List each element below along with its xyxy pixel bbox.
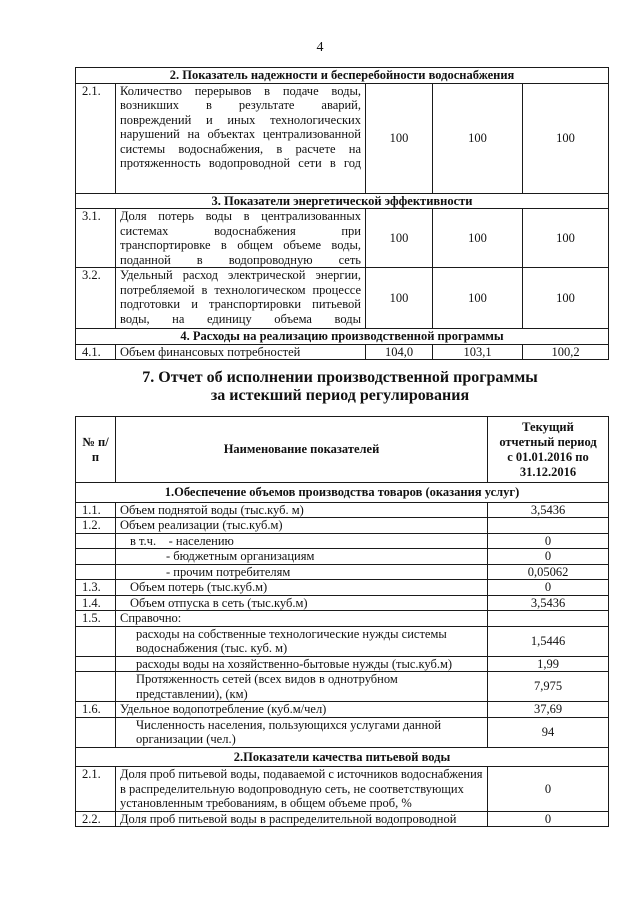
row-label: - прочим потребителям — [116, 564, 488, 580]
section-title: 3. Показатели энергетической эффективности — [76, 193, 609, 209]
value-cell: 94 — [488, 717, 609, 747]
value-cell: 0 — [488, 580, 609, 596]
row-number: 1.3. — [76, 580, 116, 596]
row-label: Численность населения, пользующихся услугами данной организации (чел.) — [116, 717, 488, 747]
header-num: № п/п — [76, 417, 116, 483]
value-cell: 104,0 — [366, 344, 433, 360]
value-cell: 103,1 — [433, 344, 523, 360]
value-cell: 100 — [433, 268, 523, 329]
value-cell: 100 — [523, 83, 609, 193]
value-cell: 0 — [488, 549, 609, 565]
value-cell: 0 — [488, 533, 609, 549]
row-number: 4.1. — [76, 344, 116, 360]
row-number: 3.1. — [76, 209, 116, 268]
value-cell: 100 — [366, 83, 433, 193]
row-label: расходы на собственные технологические нужды системы водоснабжения (тыс. куб. м) — [116, 626, 488, 656]
section-title: 2.Показатели качества питьевой воды — [76, 747, 609, 767]
value-cell: 0,05062 — [488, 564, 609, 580]
report-table — [75, 416, 609, 827]
section-title: 4. Расходы на реализацию производственной программы — [76, 329, 609, 345]
indicators-table — [75, 67, 609, 360]
row-prefix: в т.ч. — [130, 533, 157, 548]
header-name: Наименование показателей — [116, 417, 488, 483]
row-label: Доля потерь воды в централизованных системах водоснабжения при транспортировке в общем объеме воды, поданной в водопроводную сеть — [116, 209, 366, 268]
row-label: Удельное водопотребление (куб.м/чел) — [116, 702, 488, 718]
value-cell: 7,975 — [488, 672, 609, 702]
value-cell: 37,69 — [488, 702, 609, 718]
value-cell: 3,5436 — [488, 502, 609, 518]
row-number: 1.1. — [76, 502, 116, 518]
value-cell: 100 — [523, 268, 609, 329]
row-number: 1.6. — [76, 702, 116, 718]
heading-line-2: за истекший период регулирования — [210, 387, 470, 404]
row-number — [76, 564, 116, 580]
row-number: 2.2. — [76, 811, 116, 827]
value-cell: 100,2 — [523, 344, 609, 360]
value-cell: 0 — [488, 767, 609, 812]
row-label: Доля проб питьевой воды, подаваемой с источников водоснабжения в распределительную водопроводную сеть, не соответствующих установленным требованиям, в общем объеме проб, % — [116, 767, 488, 812]
row-label: расходы воды на хозяйственно-бытовые нужды (тыс.куб.м) — [116, 656, 488, 672]
section-heading — [0, 369, 640, 405]
row-label: Объем финансовых потребностей — [116, 344, 366, 360]
row-label: Удельный расход электрической энергии, потребляемой в технологическом процессе подготовки и транспортировки питьевой воды, на единицу объема воды — [116, 268, 366, 329]
header-period — [488, 417, 609, 483]
row-label: Объем реализации (тыс.куб.м) — [116, 518, 488, 534]
row-number: 1.2. — [76, 518, 116, 534]
row-number: 1.4. — [76, 595, 116, 611]
row-label: Доля проб питьевой воды в распределительной водопроводной — [116, 811, 488, 827]
row-number — [76, 717, 116, 747]
value-cell — [488, 611, 609, 627]
header-period-line-1: Текущий — [522, 419, 574, 434]
row-label: Объем поднятой воды (тыс.куб. м) — [116, 502, 488, 518]
heading-line-1: 7. Отчет об исполнении производственной программы — [142, 369, 538, 386]
value-cell: 0 — [488, 811, 609, 827]
row-number — [76, 626, 116, 656]
page-number: 4 — [316, 40, 324, 55]
row-number: 2.1. — [76, 767, 116, 812]
row-subtext: - населению — [168, 533, 234, 548]
value-cell: 100 — [523, 209, 609, 268]
row-label: Объем потерь (тыс.куб.м) — [116, 580, 488, 596]
section-title: 2. Показатель надежности и бесперебойности водоснабжения — [76, 68, 609, 84]
header-period-line-2: отчетный период — [499, 434, 597, 449]
row-number: 2.1. — [76, 83, 116, 193]
row-number — [76, 549, 116, 565]
row-label: Объем отпуска в сеть (тыс.куб.м) — [116, 595, 488, 611]
value-cell: 100 — [433, 209, 523, 268]
row-number: 1.5. — [76, 611, 116, 627]
section-title: 1.Обеспечение объемов производства товаров (оказания услуг) — [76, 483, 609, 503]
value-cell: 100 — [366, 268, 433, 329]
value-cell — [488, 518, 609, 534]
row-label: - бюджетным организациям — [116, 549, 488, 565]
value-cell: 100 — [366, 209, 433, 268]
row-label: Количество перерывов в подаче воды, возникших в результате аварий, повреждений и иных технологических нарушений на объектах централизованной системы водоснабжения, в расчете на протяженность водопроводной сети в год — [116, 83, 366, 193]
row-number: 3.2. — [76, 268, 116, 329]
value-cell: 1,5446 — [488, 626, 609, 656]
row-number — [76, 656, 116, 672]
row-number — [76, 533, 116, 549]
value-cell: 3,5436 — [488, 595, 609, 611]
row-label: Справочно: — [116, 611, 488, 627]
header-period-line-4: 31.12.2016 — [519, 464, 577, 479]
header-period-line-3: с 01.01.2016 по — [507, 449, 589, 464]
row-label — [116, 533, 488, 549]
row-number — [76, 672, 116, 702]
row-label: Протяженность сетей (всех видов в однотрубном представлении), (км) — [116, 672, 488, 702]
value-cell: 100 — [433, 83, 523, 193]
value-cell: 1,99 — [488, 656, 609, 672]
